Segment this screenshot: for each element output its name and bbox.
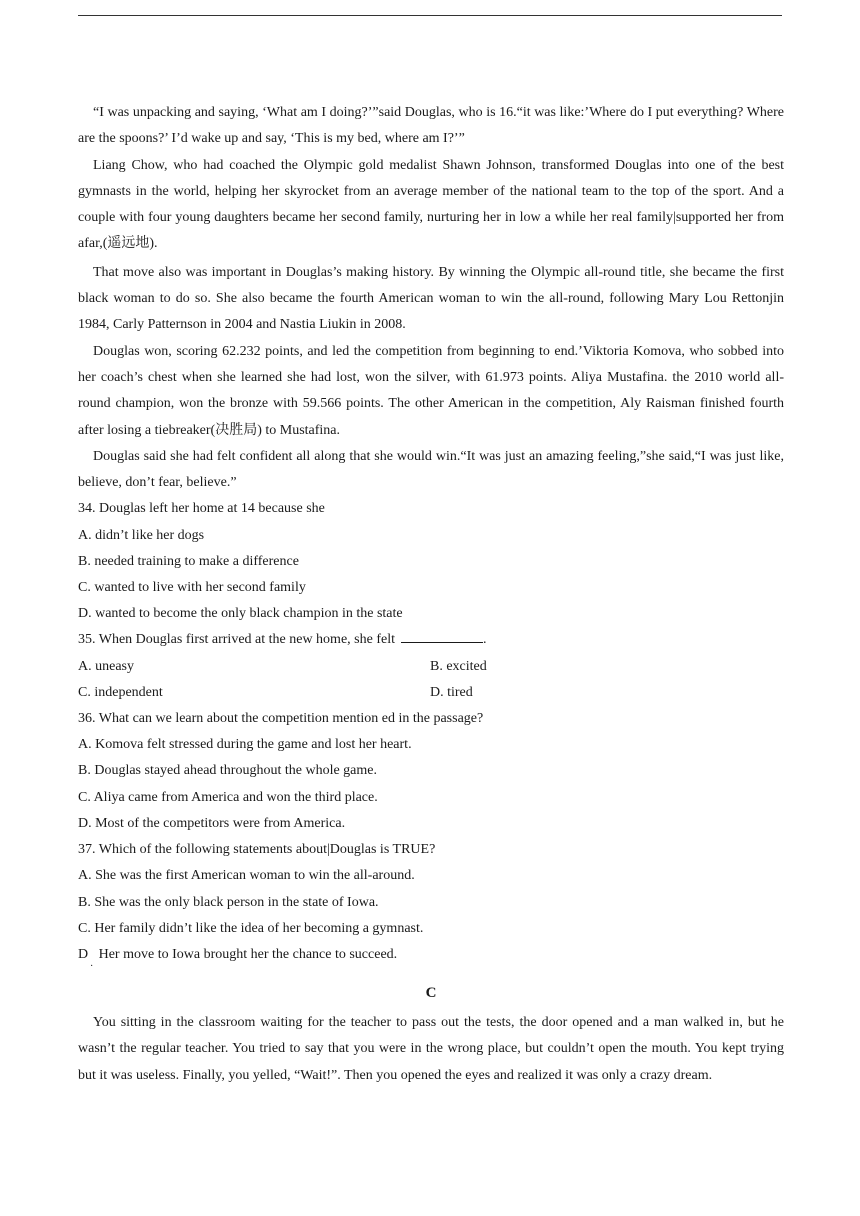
passage-paragraph: Douglas won, scoring 62.232 points, and led the competition from beginning to end.’Viktoria Komova, who sobbed into her coach’s chest when she learned she had lost, won the silver, with 61.973 points. Aliya Mustafina. the 2010 world all-round champion, won the bronze with 59.566 points. The other American in the competition, Aly Raisman finished fourth after losing a tiebreaker(决胜局) to Mustafina.: [78, 343, 784, 438]
option-a: A. uneasy: [78, 658, 134, 674]
option-b: B. excited: [430, 658, 487, 674]
option-b: B. needed training to make a difference: [78, 553, 299, 569]
question-stem: 36. What can we learn about the competition mention ed in the passage?: [78, 711, 484, 727]
question-37: [78, 837, 784, 968]
option-row: [78, 680, 784, 706]
option-b: B. She was the only black person in the state of Iowa.: [78, 894, 379, 910]
question-stem-end: .: [482, 632, 487, 648]
option-d: D Her move to Iowa brought her the chance to succeed.: [78, 946, 398, 962]
passage-paragraph: Douglas said she had felt confident all along that she would win.“It was just an amazing feeling,”she said,“I was just like, believe, don’t fear, believe.”: [78, 448, 784, 491]
stray-mark: ·: [90, 961, 94, 972]
question-stem: 34. Douglas left her home at 14 because she: [78, 501, 325, 517]
option-d: D. Most of the competitors were from America.: [78, 815, 346, 831]
option-row: [78, 654, 784, 680]
question-stem: 37. Which of the following statements about|Douglas is TRUE?: [78, 842, 436, 858]
option-d: D. wanted to become the only black champion in the state: [78, 606, 403, 622]
option-a: A. Komova felt stressed during the game and lost her heart.: [78, 737, 412, 753]
option-b: B. Douglas stayed ahead throughout the whole game.: [78, 763, 377, 779]
answer-blank: [401, 630, 483, 643]
option-c: C. Aliya came from America and won the third place.: [78, 789, 378, 805]
option-c: C. Her family didn’t like the idea of her becoming a gymnast.: [78, 920, 424, 936]
section-title: C: [425, 985, 437, 1002]
passage-paragraph: Liang Chow, who had coached the Olympic gold medalist Shawn Johnson, transformed Douglas into one of the best gymnasts in the world, helping her skyrocket from an average member of the national team to the top of the sport. And a couple with four young daughters became her second family, nurturing her in low a while her real family|supported her from afar,(遥远地).: [78, 157, 784, 252]
option-a: A. didn’t like her dogs: [78, 527, 205, 543]
question-35: [78, 627, 784, 706]
option-c: C. wanted to live with her second family: [78, 580, 306, 596]
passage-paragraph: That move also was important in Douglas’s making history. By winning the Olympic all-round title, she became the first black woman to do so. She also became the fourth American woman to win the all-round, following Mary Lou Rettonjin 1984, Carly Patternson in 2004 and Nastia Liukin in 2008.: [78, 264, 784, 333]
passage-paragraph: “I was unpacking and saying, ‘What am I doing?’”said Douglas, who is 16.“it was like:’Where do I put everything? Where are the spoons?’ I’d wake up and say, ‘This is my bed, where am I?’”: [78, 105, 784, 147]
question-stem-text: 35. When Douglas first arrived at the new home, she felt: [78, 632, 395, 648]
question-stem: [78, 627, 784, 653]
option-d: D. tired: [430, 684, 473, 700]
question-34: [78, 496, 784, 627]
question-36: [78, 706, 784, 837]
option-a: A. She was the first American woman to win the all-around.: [78, 868, 415, 884]
option-c: C. independent: [78, 684, 163, 700]
header-rule: [78, 15, 782, 16]
passage-paragraph: You sitting in the classroom waiting for the teacher to pass out the tests, the door opened and a man walked in, but he wasn’t the regular teacher. You tried to say that you were in the wrong place, but couldn’t open the mouth. You kept trying but it was useless. Finally, you yelled, “Wait!”. Then you opened the eyes and realized it was only a crazy dream.: [78, 1015, 784, 1083]
document-body: [78, 100, 784, 1089]
